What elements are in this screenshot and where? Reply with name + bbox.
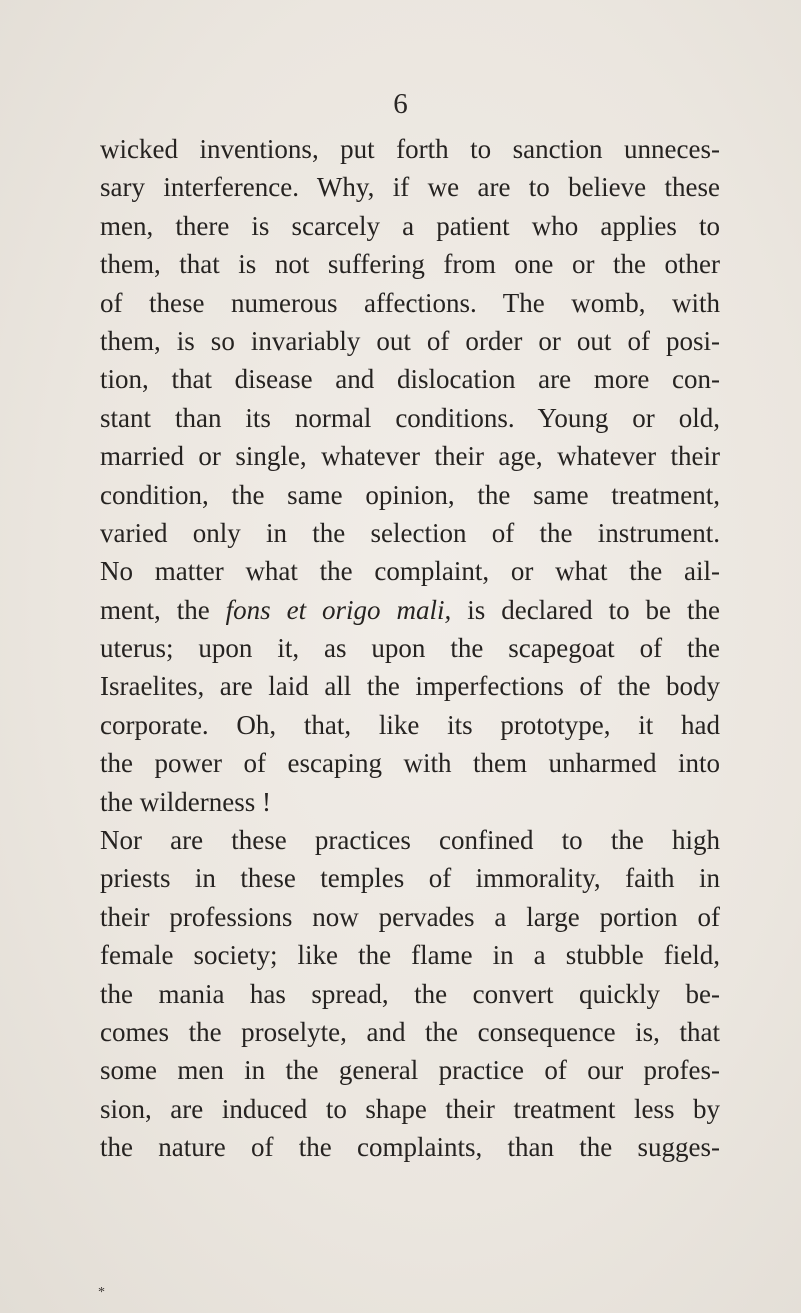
text-line: stant than its normal conditions. Young or old, (100, 402, 720, 433)
text-line: them, that is not suffering from one or the other (100, 249, 720, 280)
text-line: of these numerous affections. The womb, with (100, 287, 720, 318)
italic-phrase: fons et origo mali, (225, 594, 452, 625)
text-line: tion, that disease and dislocation are more con- (100, 364, 720, 395)
text-line-italic-phrase (100, 591, 720, 629)
text-line: No matter what the complaint, or what the ail- (100, 556, 720, 587)
text-line: varied only in the selection of the instrument. (100, 517, 720, 548)
text-line: comes the proselyte, and the consequence is, that (100, 1016, 720, 1047)
text-line: the wilderness ! (100, 786, 271, 817)
text-line: their professions now pervades a large portion of (100, 901, 720, 932)
text-line: priests in these temples of immorality, faith in (100, 863, 720, 894)
text-line: wicked inventions, put forth to sanction unneces- (100, 134, 720, 164)
body-text (100, 130, 720, 1167)
line-part: ment, the (100, 594, 226, 625)
line-part: is declared to be the (451, 594, 720, 625)
text-line: Nor are these practices confined to the high (100, 825, 720, 856)
page-number: 6 (393, 88, 408, 120)
text-line: some men in the general practice of our profes- (100, 1055, 720, 1086)
text-line: the power of escaping with them unharmed into (100, 748, 720, 779)
text-line: corporate. Oh, that, like its prototype, it had (100, 709, 720, 740)
text-line: married or single, whatever their age, whatever their (100, 441, 720, 472)
text-line: them, is so invariably out of order or out of posi- (100, 325, 720, 356)
footer-mark: * (98, 1285, 105, 1300)
text-line: men, there is scarcely a patient who applies to (100, 210, 720, 241)
text-line: the nature of the complaints, than the sugges- (100, 1132, 720, 1163)
text-line: condition, the same opinion, the same treatment, (100, 479, 720, 510)
text-line: sion, are induced to shape their treatment less by (100, 1093, 720, 1124)
text-line: Israelites, are laid all the imperfections of the body (100, 671, 720, 702)
text-line: female society; like the flame in a stubble field, (100, 940, 720, 971)
text-line: uterus; upon it, as upon the scapegoat of the (100, 633, 720, 664)
text-line: the mania has spread, the convert quickly be- (100, 978, 720, 1009)
text-line: sary interference. Why, if we are to believe these (100, 172, 720, 203)
